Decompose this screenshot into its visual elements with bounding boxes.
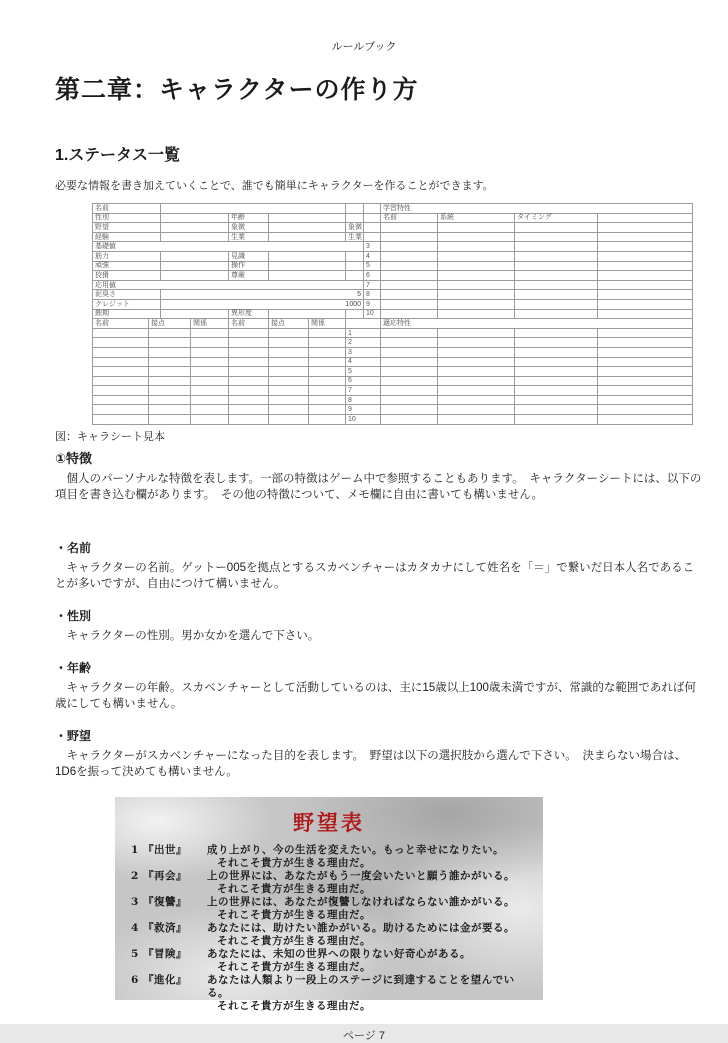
sheet-cell-empty	[364, 232, 381, 242]
sheet-label-grit: 泥臭さ	[93, 290, 161, 300]
sheet-row-number: 8	[346, 395, 381, 405]
sheet-cell-empty	[149, 347, 191, 357]
sheet-row-number: 9	[346, 405, 381, 415]
sheet-cell-empty	[515, 223, 598, 233]
ambition-entry-label: 5 『冒険』	[131, 947, 187, 960]
feature-label-age: ・年齢	[55, 660, 92, 675]
sheet-cell-empty	[229, 367, 269, 377]
sheet-cell-empty	[598, 376, 693, 386]
sheet-cell-empty	[381, 290, 438, 300]
sheet-cell-empty	[93, 415, 149, 425]
feature-label-ambition: ・野望	[55, 728, 92, 743]
feature-body-age: キャラクターの年齢。スカベンチャーとして活動しているのは、主に15歳以上100歳未満ですが、常識的な範囲であれば何歳にしても構いません。	[55, 681, 696, 710]
sheet-cell-empty	[346, 309, 364, 319]
status-section-intro: 必要な情報を書き加えていくことで、誰でも簡単にキャラクターを作ることができます。	[55, 180, 494, 192]
sheet-cell-empty	[381, 309, 438, 319]
sheet-cell-empty	[381, 232, 438, 242]
sheet-label-mutation: 異形度	[229, 309, 269, 319]
sheet-cell-empty	[515, 309, 598, 319]
sheet-cell-empty	[191, 376, 229, 386]
sheet-label-occupation: 生業	[229, 232, 269, 242]
sheet-cell-empty	[269, 405, 309, 415]
sheet-cell-empty	[229, 386, 269, 396]
sheet-cell-empty	[269, 261, 346, 271]
sheet-cell-empty	[229, 405, 269, 415]
sheet-cell-empty	[149, 415, 191, 425]
ambition-entry-desc: 成り上がり、今の生活を変えたい。もっと幸せになりたい。 それこそ貴方が生きる理由だ。	[207, 843, 504, 869]
ambition-entry-3	[131, 896, 527, 922]
sheet-cell-empty	[269, 328, 309, 338]
ambition-table-title: 野望表	[293, 810, 365, 835]
sheet-row-number: 3	[346, 347, 381, 357]
sheet-cell-empty	[438, 290, 515, 300]
sheet-cell-empty	[269, 232, 346, 242]
sheet-cell-empty	[598, 290, 693, 300]
sheet-cell-empty	[269, 386, 309, 396]
sheet-cell-empty	[515, 347, 598, 357]
sheet-cell-empty	[309, 415, 346, 425]
sheet-cell-empty	[93, 347, 149, 357]
sheet-cell-empty	[309, 367, 346, 377]
sheet-cell-empty	[229, 415, 269, 425]
sheet-cell-empty	[269, 309, 346, 319]
sheet-cell-empty	[598, 251, 693, 261]
ambition-entry-desc: 上の世界には、あなたが復讐しなければならない誰かがいる。 それこそ貴方が生きる理由だ。	[207, 895, 515, 921]
sheet-cell-empty	[381, 347, 438, 357]
sheet-row-number: 2	[346, 338, 381, 348]
page-number-footer: ページ 7	[343, 1029, 385, 1042]
sheet-cell-empty	[438, 376, 515, 386]
sheet-cell-empty	[269, 357, 309, 367]
sheet-label-contact-name-2: 名前	[229, 319, 269, 329]
sheet-cell-empty	[438, 280, 515, 290]
ambition-entry-4	[131, 922, 527, 948]
sheet-cell-empty	[149, 376, 191, 386]
sheet-cell-empty	[161, 213, 229, 223]
sheet-cell-empty	[515, 386, 598, 396]
ambition-entry-label: 4 『救済』	[131, 921, 187, 934]
sheet-label-contact-relation-2: 関係	[309, 319, 346, 329]
sheet-label-lt-timing: タイミング	[515, 213, 598, 223]
sheet-label-phase: 蝕期	[93, 309, 161, 319]
sheet-label-toughness: 頑強	[93, 261, 161, 271]
sheet-cell-empty	[93, 395, 149, 405]
feature-body-ambition: キャラクターがスカベンチャーになった目的を表します。 野望は以下の選択肢から選んで下さい。 決まらない場合は、1D6を振って決めても構いません。	[55, 749, 686, 778]
feature-body-name: キャラクターの名前。ゲットー005を拠点とするスカベンチャーはカタカナにして姓名を「＝」で繋いだ日本人名であることが多いですが、自由につけて構いません。	[55, 561, 695, 590]
sheet-label-symbol-2: 象徴	[346, 223, 364, 233]
sheet-cell-empty	[515, 415, 598, 425]
sheet-cell-empty	[161, 309, 229, 319]
sheet-cell-empty	[515, 367, 598, 377]
sheet-cell-empty	[381, 367, 438, 377]
sheet-label-applied-values: 応用値	[93, 280, 364, 290]
sheet-cell-empty	[438, 251, 515, 261]
sheet-cell-empty	[381, 395, 438, 405]
sheet-cell-empty	[598, 299, 693, 309]
sheet-cell-empty	[269, 223, 346, 233]
sheet-cell-empty	[515, 395, 598, 405]
sheet-cell-empty	[309, 347, 346, 357]
sheet-cell-empty	[161, 271, 229, 281]
sheet-cell-empty	[229, 338, 269, 348]
sheet-cell-empty	[149, 357, 191, 367]
sheet-cell-empty	[269, 271, 346, 281]
sheet-cell-empty	[161, 223, 229, 233]
ambition-entry-desc: あなたには、助けたい誰かがいる。助けるためには金が要る。 それこそ貴方が生きる理由だ。	[207, 921, 515, 947]
sheet-label-occupation-2: 生業	[346, 232, 364, 242]
sheet-cell-empty	[229, 328, 269, 338]
sheet-cell-empty	[309, 405, 346, 415]
ambition-entry-label: 1 『出世』	[131, 843, 187, 856]
sheet-row-number: 4	[364, 251, 381, 261]
sheet-cell-empty	[346, 319, 381, 329]
sheet-cell-empty	[598, 213, 693, 223]
sheet-cell-empty	[381, 251, 438, 261]
sheet-cell-empty	[515, 242, 598, 252]
sheet-cell-empty	[438, 367, 515, 377]
sheet-label-credit: クレジット	[93, 299, 161, 309]
sheet-label-name: 名前	[93, 204, 161, 214]
sheet-cell-empty	[346, 271, 364, 281]
sheet-cell-empty	[381, 271, 438, 281]
ambition-entry-1	[131, 844, 527, 870]
sheet-label-ambition: 野望	[93, 223, 161, 233]
sheet-cell-empty	[269, 367, 309, 377]
sheet-cell-empty	[438, 232, 515, 242]
sheet-cell-empty	[346, 251, 364, 261]
document-type-header: ルールブック	[331, 41, 397, 53]
sheet-cell-empty	[515, 338, 598, 348]
sheet-cell-empty	[598, 242, 693, 252]
feature-label-gender: ・性別	[55, 608, 92, 623]
sheet-label-cunning: 狡猾	[93, 271, 161, 281]
sheet-cell-empty	[269, 251, 346, 261]
sheet-cell-empty	[149, 386, 191, 396]
ambition-entry-label: 3 『復讐』	[131, 895, 187, 908]
sheet-cell-empty	[149, 395, 191, 405]
sheet-cell-empty	[438, 223, 515, 233]
sheet-row-number: 6	[364, 271, 381, 281]
sheet-row-number: 5	[364, 261, 381, 271]
sheet-cell-empty	[93, 376, 149, 386]
sheet-cell-empty	[149, 405, 191, 415]
sheet-cell-empty	[161, 204, 346, 214]
sheet-cell-empty	[598, 367, 693, 377]
sheet-cell-empty	[346, 213, 364, 223]
sheet-cell-empty	[309, 338, 346, 348]
ambition-entry-desc: 上の世界には、あなたがもう一度会いたいと願う誰かがいる。 それこそ貴方が生きる理由だ。	[207, 869, 515, 895]
sheet-cell-empty	[149, 328, 191, 338]
sheet-cell-empty	[598, 405, 693, 415]
sheet-label-lt-type: 系統	[438, 213, 515, 223]
sheet-row-number: 6	[346, 376, 381, 386]
sheet-label-lt-name: 名前	[381, 213, 438, 223]
sheet-label-base-values: 基礎値	[93, 242, 364, 252]
sheet-label-contact-relation: 関係	[191, 319, 229, 329]
sheet-label-contact-point-2: 接点	[269, 319, 309, 329]
sheet-cell-empty	[515, 261, 598, 271]
sheet-cell-empty	[598, 357, 693, 367]
sheet-cell-empty	[269, 338, 309, 348]
features-body: 個人のパーソナルな特徴を表します。一部の特徴はゲーム中で参照することもあります。 キャラクターシートには、以下の項目を書き込む欄があります。 その他の特徴について、メモ欄に自由に書いても構いません。	[55, 472, 702, 501]
sheet-row-number: 10	[364, 309, 381, 319]
sheet-cell-empty	[191, 347, 229, 357]
sheet-cell-empty	[598, 232, 693, 242]
sheet-cell-empty	[381, 242, 438, 252]
sheet-cell-empty	[191, 415, 229, 425]
sheet-cell-empty	[269, 213, 346, 223]
sheet-cell-empty	[229, 395, 269, 405]
sheet-cell-empty	[598, 386, 693, 396]
sheet-cell-empty	[191, 386, 229, 396]
sheet-cell-empty	[438, 386, 515, 396]
sheet-cell-empty	[309, 328, 346, 338]
sheet-cell-empty	[515, 271, 598, 281]
sheet-cell-empty	[309, 395, 346, 405]
sheet-cell-empty	[93, 328, 149, 338]
sheet-cell-empty	[598, 415, 693, 425]
sheet-cell-empty	[93, 386, 149, 396]
sheet-cell-empty	[515, 232, 598, 242]
sheet-label-experience: 経験	[93, 232, 161, 242]
sheet-cell-empty	[309, 357, 346, 367]
sheet-cell-empty	[598, 338, 693, 348]
sheet-cell-empty	[191, 338, 229, 348]
sheet-row-number: 8	[364, 290, 381, 300]
sheet-cell-empty	[515, 376, 598, 386]
sheet-cell-empty	[346, 204, 364, 214]
sheet-cell-empty	[438, 309, 515, 319]
ambition-entry-label: 2 『再会』	[131, 869, 187, 882]
sheet-cell-empty	[598, 271, 693, 281]
sheet-cell-empty	[229, 347, 269, 357]
sheet-row-number: 10	[346, 415, 381, 425]
sheet-label-contact-point: 接点	[149, 319, 191, 329]
sheet-row-number: 3	[364, 242, 381, 252]
character-sheet-table	[92, 203, 693, 425]
sheet-cell-empty	[161, 251, 229, 261]
sheet-label-age: 年齢	[229, 213, 269, 223]
sheet-cell-empty	[93, 405, 149, 415]
sheet-cell-empty	[438, 405, 515, 415]
sheet-cell-empty	[598, 347, 693, 357]
status-section-heading: 1.ステータス一覧	[55, 147, 181, 164]
ambition-table-image	[115, 797, 543, 1012]
sheet-cell-empty	[381, 261, 438, 271]
sheet-caption: 図：キャラシート見本	[55, 430, 165, 443]
sheet-row-number: 5	[346, 367, 381, 377]
sheet-cell-empty	[438, 242, 515, 252]
sheet-cell-empty	[381, 223, 438, 233]
sheet-cell-empty	[149, 367, 191, 377]
ambition-entry-6	[131, 974, 527, 1013]
ambition-entry-2	[131, 870, 527, 896]
ambition-entry-desc: あなたには、未知の世界への限りない好奇心がある。 それこそ貴方が生きる理由だ。	[207, 947, 471, 973]
sheet-cell-empty	[161, 232, 229, 242]
ambition-entry-5	[131, 948, 527, 974]
feature-body-gender: キャラクターの性別。男か女かを選んで下さい。	[55, 629, 320, 642]
sheet-cell-empty	[93, 367, 149, 377]
sheet-cell-empty	[515, 251, 598, 261]
sheet-cell-empty	[438, 328, 515, 338]
sheet-cell-empty	[515, 357, 598, 367]
sheet-cell-empty	[269, 395, 309, 405]
sheet-cell-empty	[364, 204, 381, 214]
sheet-cell-empty	[191, 328, 229, 338]
sheet-cell-empty	[191, 405, 229, 415]
sheet-cell-empty	[438, 395, 515, 405]
sheet-cell-empty	[515, 280, 598, 290]
sheet-label-adaptive-traits: 適応特性	[381, 319, 693, 329]
ambition-entry-desc: あなたは人類より一段上のステージに到達することを望んでいる。 それこそ貴方が生きる理由だ。	[207, 973, 515, 1012]
sheet-value-credit: 1000	[161, 299, 364, 309]
sheet-cell-empty	[515, 328, 598, 338]
sheet-cell-empty	[269, 415, 309, 425]
sheet-cell-empty	[598, 261, 693, 271]
sheet-cell-empty	[381, 386, 438, 396]
sheet-row-number: 7	[346, 386, 381, 396]
sheet-cell-empty	[364, 223, 381, 233]
sheet-cell-empty	[598, 328, 693, 338]
sheet-value-grit: 5	[161, 290, 364, 300]
sheet-cell-empty	[515, 299, 598, 309]
sheet-cell-empty	[381, 299, 438, 309]
chapter-title: 第二章：キャラクターの作り方	[55, 76, 419, 104]
sheet-cell-empty	[381, 338, 438, 348]
sheet-row-number: 4	[346, 357, 381, 367]
sheet-cell-empty	[438, 347, 515, 357]
sheet-label-learned-traits: 学習特性	[381, 204, 693, 214]
sheet-label-dignity: 尊厳	[229, 271, 269, 281]
sheet-cell-empty	[229, 357, 269, 367]
sheet-cell-empty	[515, 405, 598, 415]
sheet-label-gender: 性別	[93, 213, 161, 223]
sheet-label-insight: 見識	[229, 251, 269, 261]
sheet-cell-empty	[161, 261, 229, 271]
sheet-cell-empty	[381, 280, 438, 290]
sheet-row-number: 7	[364, 280, 381, 290]
sheet-cell-empty	[515, 290, 598, 300]
sheet-cell-empty	[93, 357, 149, 367]
sheet-cell-empty	[381, 357, 438, 367]
sheet-cell-empty	[93, 338, 149, 348]
sheet-cell-empty	[438, 261, 515, 271]
sheet-cell-empty	[381, 376, 438, 386]
sheet-cell-empty	[598, 223, 693, 233]
sheet-cell-empty	[598, 309, 693, 319]
sheet-cell-empty	[438, 299, 515, 309]
sheet-cell-empty	[269, 347, 309, 357]
sheet-cell-empty	[438, 415, 515, 425]
sheet-cell-empty	[309, 386, 346, 396]
sheet-cell-empty	[269, 376, 309, 386]
features-heading: ①特徴	[55, 450, 93, 466]
feature-label-name: ・名前	[55, 540, 92, 555]
sheet-cell-empty	[381, 328, 438, 338]
sheet-cell-empty	[438, 338, 515, 348]
sheet-label-strength: 筋力	[93, 251, 161, 261]
sheet-row-number: 1	[346, 328, 381, 338]
sheet-cell-empty	[229, 376, 269, 386]
sheet-label-contact-name: 名前	[93, 319, 149, 329]
sheet-label-operation: 操作	[229, 261, 269, 271]
sheet-cell-empty	[438, 357, 515, 367]
sheet-cell-empty	[346, 261, 364, 271]
sheet-cell-empty	[598, 280, 693, 290]
sheet-cell-empty	[381, 405, 438, 415]
sheet-cell-empty	[438, 271, 515, 281]
sheet-cell-empty	[364, 213, 381, 223]
sheet-cell-empty	[149, 338, 191, 348]
sheet-cell-empty	[191, 357, 229, 367]
sheet-row-number: 9	[364, 299, 381, 309]
ambition-entry-label: 6 『進化』	[131, 973, 187, 986]
sheet-cell-empty	[309, 376, 346, 386]
sheet-cell-empty	[191, 367, 229, 377]
sheet-label-symbol: 象徴	[229, 223, 269, 233]
sheet-cell-empty	[381, 415, 438, 425]
sheet-cell-empty	[191, 395, 229, 405]
sheet-cell-empty	[598, 395, 693, 405]
